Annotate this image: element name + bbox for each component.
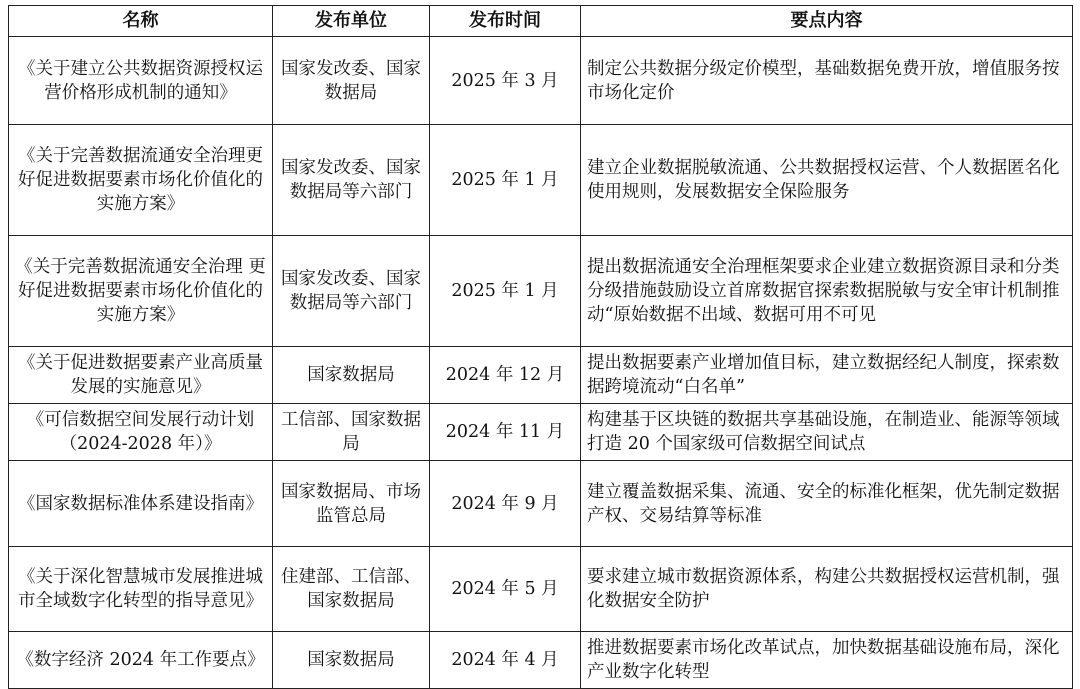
policy-date: 2025 年 1 月 (430, 236, 581, 347)
policy-date: 2024 年 9 月 (430, 461, 581, 547)
policy-issuer: 工信部、国家数据局 (273, 404, 430, 461)
policy-name: 《国家数据标准体系建设指南》 (9, 461, 273, 547)
policy-points: 建立覆盖数据采集、流通、安全的标准化框架，优先制定数据产权、交易结算等标准 (581, 461, 1073, 547)
table-row (9, 347, 1073, 404)
policy-issuer: 国家发改委、国家数据局等六部门 (273, 125, 430, 236)
policy-date: 2025 年 3 月 (430, 37, 581, 125)
table-row (9, 125, 1073, 236)
header-date: 发布时间 (430, 6, 581, 37)
policy-points: 建立企业数据脱敏流通、公共数据授权运营、个人数据匿名化使用规则，发展数据安全保险服务 (581, 125, 1073, 236)
policy-issuer: 国家数据局 (273, 632, 430, 689)
header-name: 名称 (9, 6, 273, 37)
policy-issuer: 国家数据局、市场监管总局 (273, 461, 430, 547)
policy-points: 要求建立城市数据资源体系，构建公共数据授权运营机制，强化数据安全防护 (581, 547, 1073, 632)
policy-points: 制定公共数据分级定价模型，基础数据免费开放，增值服务按市场化定价 (581, 37, 1073, 125)
table-row (9, 547, 1073, 632)
policy-table-container (8, 5, 1072, 689)
policy-issuer: 国家发改委、国家数据局 (273, 37, 430, 125)
policy-points: 构建基于区块链的数据共享基础设施，在制造业、能源等领域打造 20 个国家级可信数据空间试点 (581, 404, 1073, 461)
policy-points: 推进数据要素市场化改革试点，加快数据基础设施布局，深化产业数字化转型 (581, 632, 1073, 689)
policy-name: 《数字经济 2024 年工作要点》 (9, 632, 273, 689)
policy-name: 《关于完善数据流通安全治理 更好促进数据要素市场化价值化的实施方案》 (9, 236, 273, 347)
policy-date: 2024 年 12 月 (430, 347, 581, 404)
policy-issuer: 国家发改委、国家数据局等六部门 (273, 236, 430, 347)
policy-name: 《关于促进数据要素产业高质量发展的实施意见》 (9, 347, 273, 404)
policy-table (8, 5, 1073, 689)
table-header-row (9, 6, 1073, 37)
table-row (9, 404, 1073, 461)
policy-name: 《关于深化智慧城市发展推进城市全域数字化转型的指导意见》 (9, 547, 273, 632)
policy-date: 2024 年 11 月 (430, 404, 581, 461)
table-row (9, 37, 1073, 125)
policy-name: 《关于完善数据流通安全治理更好促进数据要素市场化价值化的实施方案》 (9, 125, 273, 236)
table-row (9, 236, 1073, 347)
policy-points: 提出数据要素产业增加值目标，建立数据经纪人制度，探索数据跨境流动“白名单” (581, 347, 1073, 404)
policy-date: 2024 年 4 月 (430, 632, 581, 689)
policy-issuer: 住建部、工信部、国家数据局 (273, 547, 430, 632)
table-row (9, 461, 1073, 547)
header-points: 要点内容 (581, 6, 1073, 37)
policy-issuer: 国家数据局 (273, 347, 430, 404)
policy-date: 2024 年 5 月 (430, 547, 581, 632)
table-row (9, 632, 1073, 689)
header-issuer: 发布单位 (273, 6, 430, 37)
policy-points: 提出数据流通安全治理框架要求企业建立数据资源目录和分类分级措施鼓励设立首席数据官探索数据脱敏与安全审计机制推动“原始数据不出域、数据可用不可见 (581, 236, 1073, 347)
policy-name: 《可信数据空间发展行动计划（2024-2028 年）》 (9, 404, 273, 461)
policy-date: 2025 年 1 月 (430, 125, 581, 236)
policy-name: 《关于建立公共数据资源授权运营价格形成机制的通知》 (9, 37, 273, 125)
